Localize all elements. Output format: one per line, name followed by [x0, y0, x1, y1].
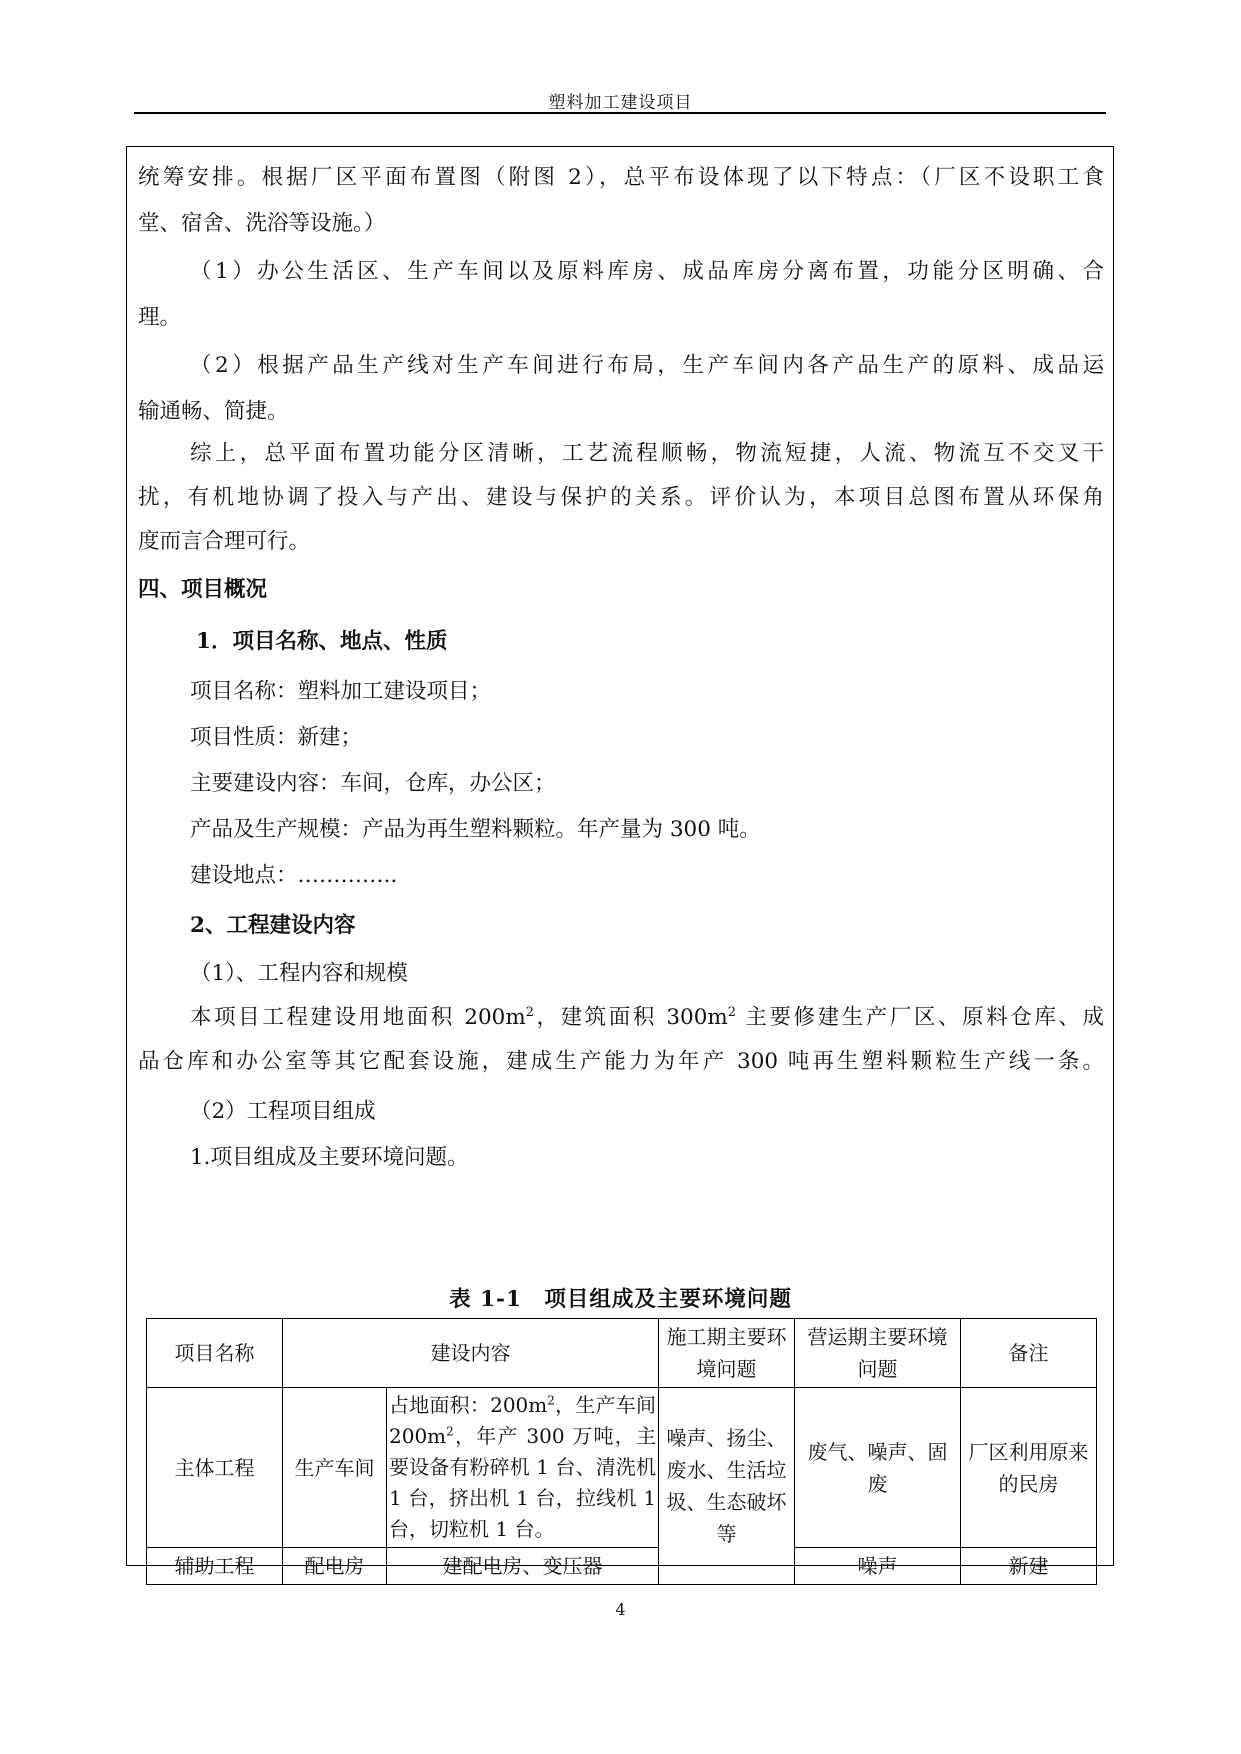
table-cell: 新建 — [961, 1548, 1097, 1585]
paragraph-line: （1）办公生活区、生产车间以及原料库房、成品库房分离布置，功能分区明确、合 — [190, 259, 1104, 284]
paragraph-line: （2）根据产品生产线对生产车间进行布局，生产车间内各产品生产的原料、成品运 — [190, 353, 1104, 378]
project-scale-line: 产品及生产规模：产品为再生塑料颗粒。年产量为 300 吨。 — [190, 817, 761, 842]
table-header-row — [147, 1319, 1097, 1388]
paragraph-line: 扰，有机地协调了投入与产出、建设与保护的关系。评价认为，本项目总图布置从环保角 — [138, 485, 1104, 510]
subsection-heading: （1）、工程内容和规模 — [190, 961, 408, 986]
paragraph-line: 品仓库和办公室等其它配套设施，建成生产能力为年产 300 吨再生塑料颗粒生产线一条。 — [138, 1049, 1104, 1074]
paragraph-line: 本项目工程建设用地面积 $200m^2$，建筑面积 $300m^2$ 主要修建生产厂区、原料仓库、成 — [190, 1004, 1105, 1030]
table-cell: 噪声 — [795, 1548, 961, 1585]
table-cell: 辅助工程 — [147, 1548, 283, 1585]
project-composition-table — [146, 1318, 1097, 1585]
project-location-line: 建设地点：………….. — [190, 863, 398, 888]
section-heading: 四、项目概况 — [138, 577, 268, 602]
table-cell: 建配电房、变压器 — [387, 1548, 659, 1585]
header-cell: 建设内容 — [283, 1319, 659, 1388]
paragraph-line: 统筹安排。根据厂区平面布置图（附图 2），总平布设体现了以下特点：（厂区不设职工食 — [138, 165, 1104, 190]
paragraph-line: 输通畅、简捷。 — [138, 399, 289, 424]
header-cell: 备注 — [961, 1319, 1097, 1388]
paragraph-line: 堂、宿舍、洗浴等设施。） — [138, 211, 386, 236]
paragraph-line: 理。 — [138, 305, 182, 330]
page-number: 4 — [615, 1600, 626, 1619]
table-cell: 噪声、扬尘、废水、生活垃圾、生态破坏等 — [659, 1388, 795, 1585]
header-cell: 施工期主要环境问题 — [659, 1319, 795, 1388]
subsection-heading: 1．项目名称、地点、性质 — [196, 629, 448, 654]
table-row — [147, 1548, 1097, 1585]
table-cell: 生产车间 — [283, 1388, 387, 1548]
project-content-line: 主要建设内容：车间，仓库，办公区； — [190, 771, 556, 796]
subsection-heading: 1.项目组成及主要环境问题。 — [190, 1145, 469, 1170]
project-nature-line: 项目性质：新建； — [190, 725, 363, 750]
table-cell: 厂区利用原来的民房 — [961, 1388, 1097, 1548]
table-row — [147, 1388, 1097, 1548]
project-name-line: 项目名称：塑料加工建设项目； — [190, 679, 492, 704]
paragraph-line: 度而言合理可行。 — [138, 529, 311, 554]
header-cell: 项目名称 — [147, 1319, 283, 1388]
header-rule — [134, 112, 1106, 114]
page-header-title: 塑料加工建设项目 — [548, 93, 693, 113]
table-cell: 配电房 — [283, 1548, 387, 1585]
table-cell: 废气、噪声、固废 — [795, 1388, 961, 1548]
paragraph-line: 综上，总平面布置功能分区清晰，工艺流程顺畅，物流短捷，人流、物流互不交叉干 — [190, 441, 1104, 466]
header-cell: 营运期主要环境问题 — [795, 1319, 961, 1388]
subsection-heading: 2、工程建设内容 — [190, 913, 356, 938]
table-title: 表 1-1 项目组成及主要环境问题 — [449, 1287, 792, 1312]
table-cell: 占地面积：$200m^2$，生产车间 $200m^2$，年产 300 万吨，主要设备有粉碎机 1 台、清洗机 1 台，挤出机 1 台，拉线机 1 台，切粒机 1 台。 — [387, 1388, 659, 1548]
table-cell: 主体工程 — [147, 1388, 283, 1548]
subsection-heading: （2）工程项目组成 — [190, 1099, 376, 1124]
